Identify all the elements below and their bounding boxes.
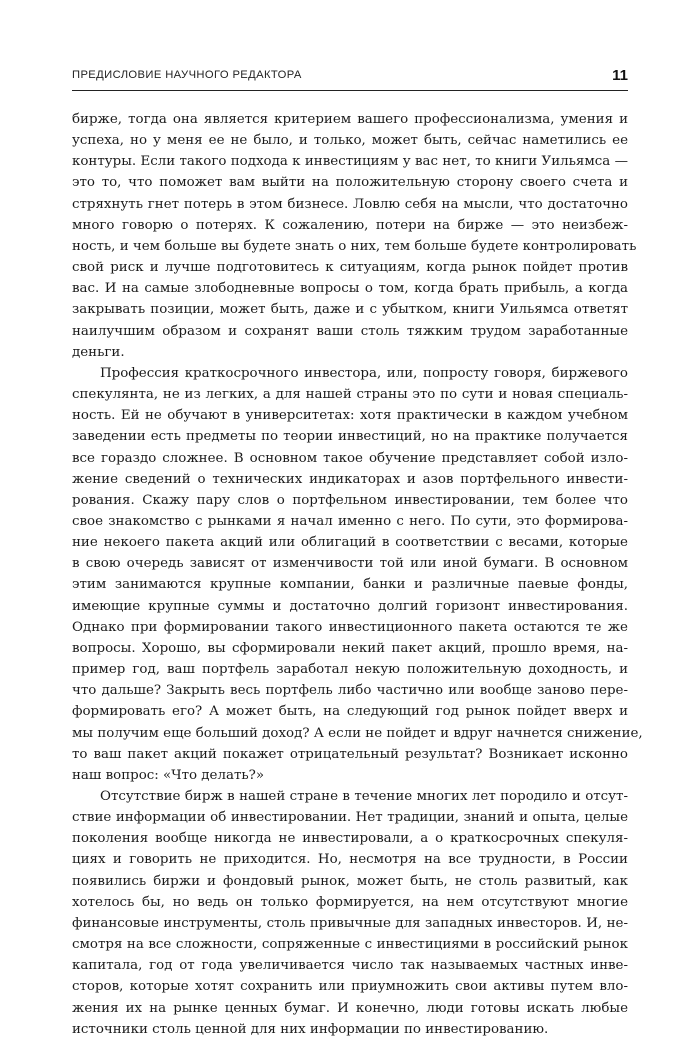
text-line: деньги.: [72, 344, 125, 360]
text-line: появились биржи и фондовый рынок, может быть, не столь развитый, как: [72, 873, 628, 889]
text-line: поколения вообще никогда не инвестировали, а о краткосрочных спекуля-: [72, 831, 628, 847]
text-line: циях и говорить не приходится. Но, несмотря на все трудности, в России: [72, 852, 628, 868]
text-line: смотря на все сложности, сопряженные с инвестициями в российский рынок: [72, 937, 628, 953]
text-line: ние некоего пакета акций или облигаций в соответствии с весами, которые: [72, 535, 628, 551]
text-line: контуры. Если такого подхода к инвестициям у вас нет, то книги Уильямса —: [72, 154, 628, 170]
text-line: то ваш пакет акций покажет отрицательный результат? Возникает исконно: [72, 746, 628, 762]
text-line: капитала, год от года увеличивается число так называемых частных инве-: [72, 958, 628, 974]
text-line: стряхнуть гнет потерь в этом бизнесе. Ловлю себя на мысли, что достаточно: [72, 196, 628, 212]
running-head: [72, 68, 628, 91]
text-line: в свою очередь зависят от изменчивости той или иной бумаги. В основном: [72, 556, 628, 572]
text-line: вас. И на самые злободневные вопросы о том, когда брать прибыль, а когда: [72, 281, 628, 297]
text-line: наш вопрос: «Что делать?»: [72, 767, 265, 783]
text-line: сторов, которые хотят сохранить или приумножить свои активы путем вло-: [72, 979, 628, 995]
text-line: ность. Ей не обучают в университетах: хотя практически в каждом учебном: [72, 408, 628, 424]
text-line: этим занимаются крупные компании, банки и различные паевые фонды,: [72, 577, 628, 593]
paragraph: [72, 786, 628, 1040]
text-line: закрывать позиции, может быть, даже и с убытком, книги Уильямса ответят: [72, 302, 628, 318]
paragraph: [72, 363, 643, 786]
text-line: рования. Скажу пару слов о портфельном инвестировании, тем более что: [72, 492, 628, 508]
text-line: хотелось бы, но ведь он только формируется, на нем отсутствуют многие: [72, 894, 628, 910]
page-number: 11: [612, 67, 628, 84]
text-line: мы получим еще больший доход? А если не пойдет и вдруг начнется снижение,: [72, 725, 643, 741]
text-line: Отсутствие бирж в нашей стране в течение многих лет породило и отсут-: [100, 789, 628, 804]
body-text: [72, 109, 643, 1040]
text-line: наилучшим образом и сохранят ваши столь тяжким трудом заработанные: [72, 323, 628, 339]
text-line: финансовые инструменты, столь привычные для западных инвесторов. И, не-: [72, 915, 628, 931]
text-line: успеха, но у меня ее не было, и только, может быть, сейчас наметились ее: [72, 133, 628, 149]
text-line: жения их на рынке ценных бумаг. И конечно, люди готовы искать любые: [72, 1000, 628, 1016]
text-line: много говорю о потерях. К сожалению, потери на бирже — это неизбеж-: [72, 217, 628, 233]
running-head-title: ПРЕДИСЛОВИЕ НАУЧНОГО РЕДАКТОРА: [72, 69, 302, 81]
text-line: свой риск и лучше подготовитесь к ситуациям, когда рынок пойдет против: [72, 260, 628, 276]
text-line: ность, и чем больше вы будете знать о них, тем больше будете контролировать: [72, 238, 637, 254]
text-line: пример год, ваш портфель заработал некую положительную доходность, и: [72, 662, 628, 678]
text-line: имеющие крупные суммы и достаточно долгий горизонт инвестирования.: [72, 598, 628, 614]
text-line: это то, что поможет вам выйти на положительную сторону своего счета и: [72, 175, 628, 191]
text-line: что дальше? Закрыть весь портфель либо частично или вообще заново пере-: [72, 683, 628, 699]
text-line: свое знакомство с рынками я начал именно с него. По сути, это формирова-: [72, 513, 628, 529]
text-line: спекулянта, не из легких, а для нашей страны это по сути и новая специаль-: [72, 387, 628, 403]
text-line: источники столь ценной для них информации по инвестированию.: [72, 1021, 549, 1037]
text-line: жение сведений о технических индикаторах и азов портфельного инвести-: [72, 471, 628, 487]
text-line: бирже, тогда она является критерием вашего профессионализма, умения и: [72, 112, 628, 127]
text-line: ствие информации об инвестировании. Нет традиции, знаний и опыта, целые: [72, 810, 628, 826]
text-line: вопросы. Хорошо, вы сформировали некий пакет акций, прошло время, на-: [72, 640, 628, 656]
paragraph: [72, 109, 637, 363]
text-line: все гораздо сложнее. В основном такое обучение представляет собой изло-: [72, 450, 628, 466]
text-line: Профессия краткосрочного инвестора, или, попросту говоря, биржевого: [100, 365, 628, 381]
text-line: формировать его? А может быть, на следующий год рынок пойдет вверх и: [72, 704, 628, 720]
text-line: Однако при формировании такого инвестиционного пакета остаются те же: [72, 619, 628, 635]
text-line: заведении есть предметы по теории инвестиций, но на практике получается: [72, 429, 628, 445]
